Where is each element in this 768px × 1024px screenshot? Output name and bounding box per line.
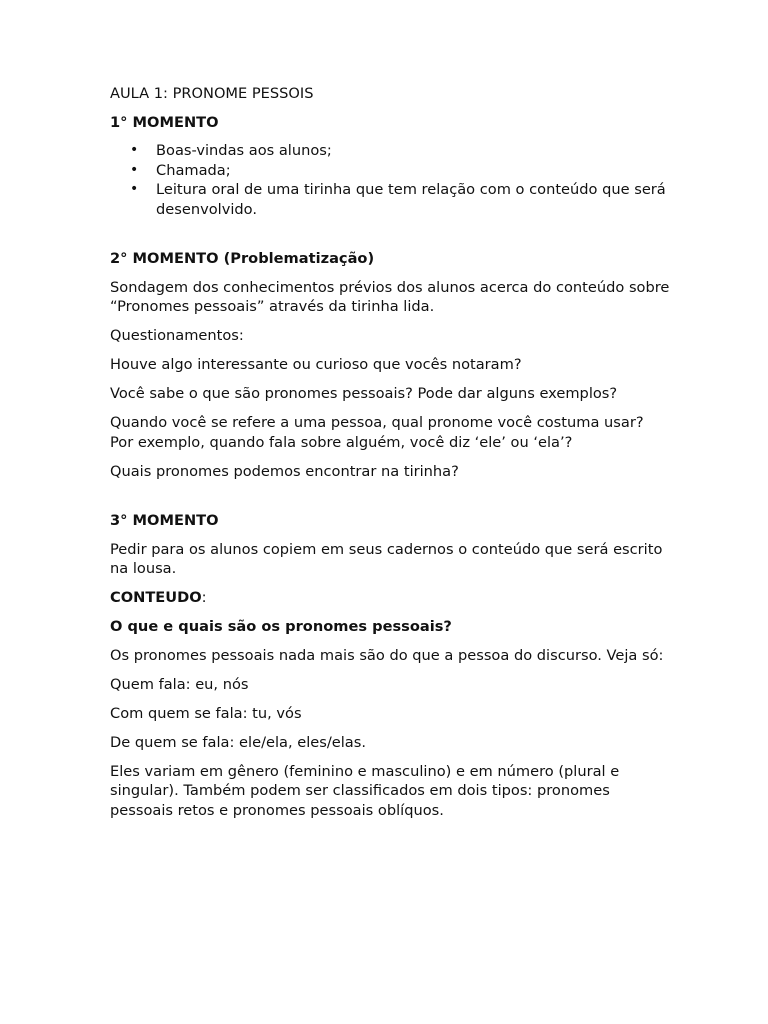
conteudo-label: CONTEUDO xyxy=(110,589,202,606)
bullet-icon: • xyxy=(130,181,139,197)
list-item-text: Boas-vindas aos alunos; xyxy=(156,142,332,159)
paragraph: Quando você se refere a uma pessoa, qual pronome você costuma usar? Por exemplo, quando fala sobre alguém, você diz ‘ele’ ou ‘ela’? xyxy=(110,414,644,451)
paragraph: Eles variam em gênero (feminino e masculino) e em número (plural e singular). Também podem ser classificados em dois tipos: pronomes pessoais retos e pronomes pessoais oblíquos. xyxy=(110,762,620,819)
conteudo-label-line xyxy=(110,588,670,608)
bullet-icon: • xyxy=(130,161,139,178)
moment-3-heading: 3° MOMENTO xyxy=(110,512,219,529)
paragraph: Quais pronomes podemos encontrar na tirinha? xyxy=(110,462,459,480)
conteudo-colon: : xyxy=(201,589,207,606)
list-item xyxy=(110,141,670,161)
paragraph: Pedir para os alunos copiem em seus cadernos o conteúdo que será escrito na lousa. xyxy=(110,540,663,577)
document-title: AULA 1: PRONOME PESSOIS xyxy=(110,85,314,102)
paragraph: Os pronomes pessoais nada mais são do que a pessoa do discurso. Veja só: xyxy=(110,646,664,664)
paragraph: De quem se fala: ele/ela, eles/elas. xyxy=(110,733,366,751)
paragraph: Você sabe o que são pronomes pessoais? Pode dar alguns exemplos? xyxy=(110,385,618,402)
paragraph: Questionamentos: xyxy=(110,327,244,344)
paragraph: Quem fala: eu, nós xyxy=(110,675,249,693)
list-item xyxy=(110,161,670,181)
list-item-text: Leitura oral de uma tirinha que tem relação com o conteúdo que será desenvolvido. xyxy=(156,181,666,218)
list-item xyxy=(110,180,670,219)
paragraph: Houve algo interessante ou curioso que vocês notaram? xyxy=(110,356,522,373)
moment-1-heading: 1° MOMENTO xyxy=(110,113,219,131)
moment-1-list xyxy=(110,141,670,219)
paragraph: Sondagem dos conhecimentos prévios dos alunos acerca do conteúdo sobre “Pronomes pessoais” através da tirinha lida. xyxy=(110,278,670,315)
bullet-icon: • xyxy=(130,142,139,158)
document-page xyxy=(110,84,670,830)
content-question: O que e quais são os pronomes pessoais? xyxy=(110,618,452,635)
paragraph: Com quem se fala: tu, vós xyxy=(110,704,302,722)
list-item-text: Chamada; xyxy=(156,161,231,179)
moment-2-heading: 2° MOMENTO (Problematização) xyxy=(110,250,375,267)
